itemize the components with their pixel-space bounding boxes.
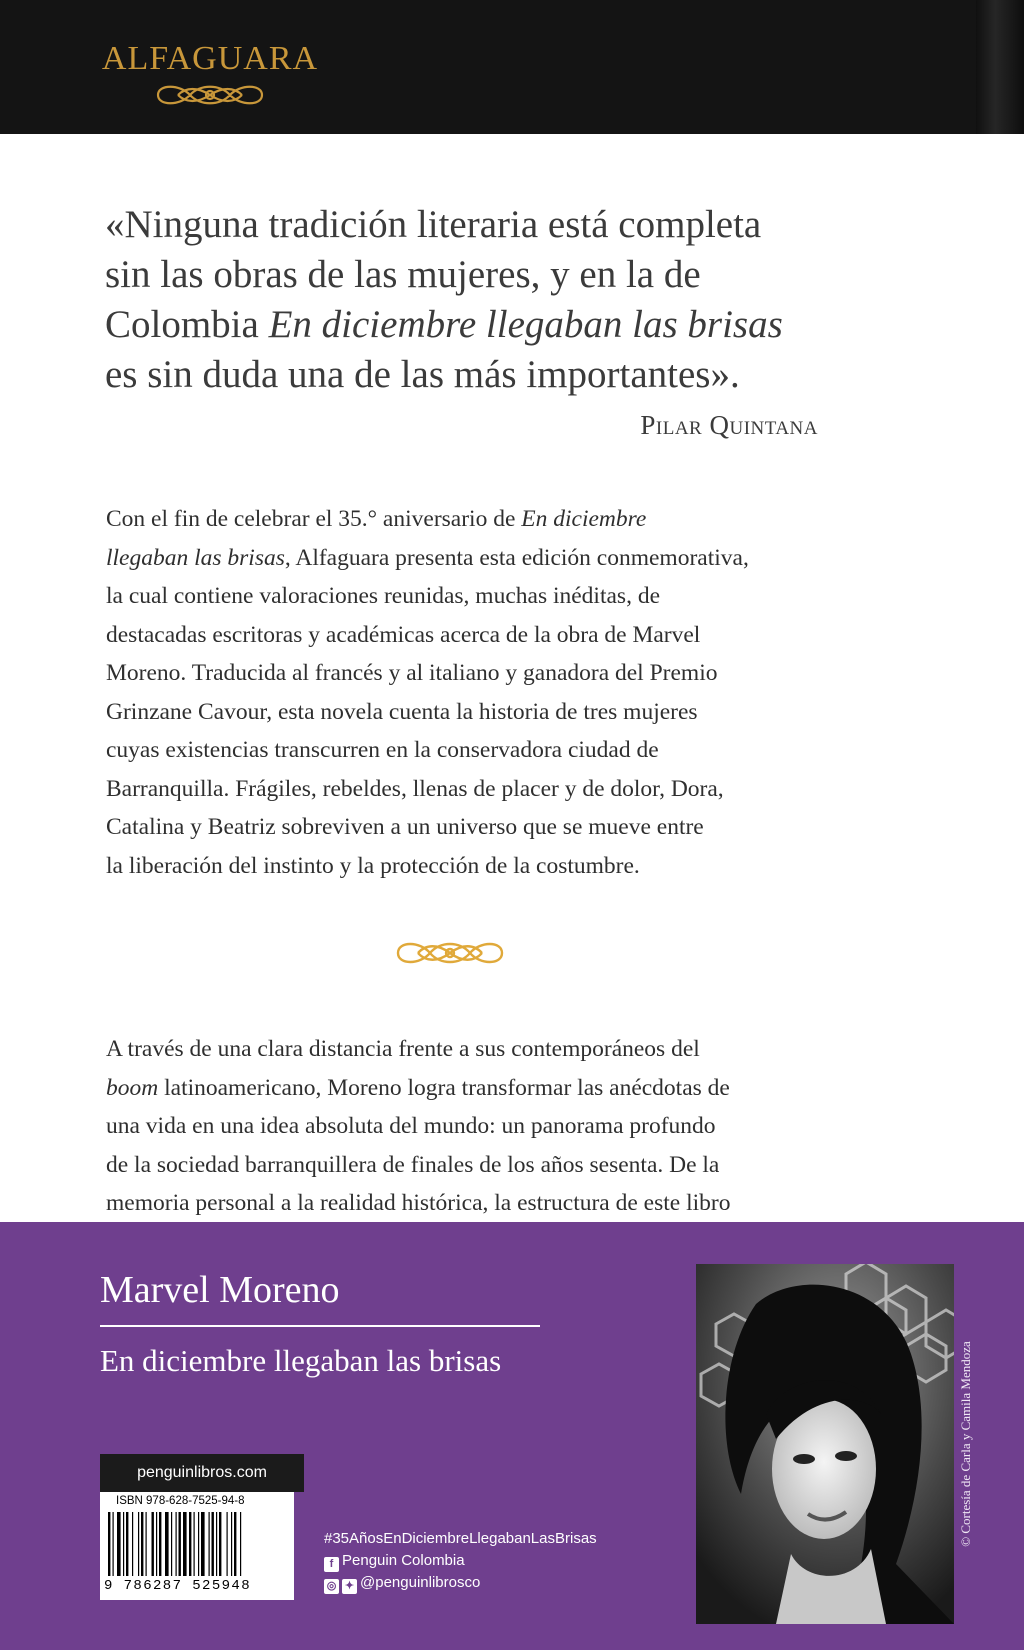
publisher-website: penguinlibros.com bbox=[100, 1454, 304, 1492]
text-line: Moreno. Traducida al francés y al italiano y ganadora del Premio bbox=[106, 660, 718, 686]
quote-line: «Ninguna tradición literaria está completa bbox=[105, 203, 762, 246]
instagram-twitter-link bbox=[324, 1572, 597, 1594]
photo-credit-text: © Cortesía de Carla y Camila Mendoza bbox=[958, 1341, 973, 1547]
barcode-bars bbox=[106, 1512, 288, 1576]
text-line bbox=[106, 539, 806, 578]
text-line: Grinzane Cavour, esta novela cuenta la historia de tres mujeres bbox=[106, 698, 698, 725]
barcode-bar bbox=[123, 1512, 124, 1576]
publisher-name: ALFAGUARA bbox=[101, 40, 319, 77]
divider-rule bbox=[100, 1325, 540, 1327]
social-links bbox=[324, 1528, 597, 1594]
barcode-bar bbox=[152, 1512, 154, 1576]
twitter-icon: ✦ bbox=[342, 1579, 357, 1594]
isbn-number: ISBN 978-628-7525-94-8 bbox=[116, 1495, 245, 1507]
barcode-bar bbox=[198, 1512, 199, 1576]
barcode-bar bbox=[179, 1512, 181, 1576]
text-span: latinoamericano, Moreno logra transformar las anécdotas de bbox=[158, 1074, 730, 1101]
quote-text: Colombia bbox=[105, 303, 269, 346]
text-line: cuyas existencias transcurren en la conservadora ciudad de bbox=[106, 737, 659, 763]
text-line: Catalina y Beatriz sobreviven a un universo que se mueve entre bbox=[106, 814, 704, 840]
isbn-barcode bbox=[100, 1492, 294, 1600]
author-portrait-image bbox=[696, 1264, 954, 1624]
barcode-bar bbox=[117, 1512, 121, 1576]
text-line bbox=[106, 1069, 806, 1108]
text-italic: En diciembre bbox=[521, 506, 647, 532]
barcode-bar bbox=[113, 1512, 114, 1576]
text-italic: llegaban las brisas bbox=[106, 544, 285, 571]
barcode-bar bbox=[231, 1512, 232, 1576]
photo-credit bbox=[954, 1264, 978, 1624]
quote-author: Pilar Quintana bbox=[640, 410, 818, 440]
barcode-bar bbox=[165, 1512, 169, 1576]
barcode-bar bbox=[108, 1512, 110, 1576]
text-line bbox=[106, 500, 806, 539]
quote-line: es sin duda una de las más importantes». bbox=[105, 353, 740, 396]
barcode-bar bbox=[212, 1512, 214, 1576]
book-title-italic: En diciembre llegaban las brisas bbox=[268, 303, 783, 346]
description-paragraph-1 bbox=[106, 500, 806, 885]
text-span: , Alfaguara presenta esta edición conmemorativa, bbox=[284, 544, 749, 571]
blurb-quote bbox=[105, 200, 825, 400]
barcode-bar bbox=[240, 1512, 241, 1576]
quote-line: sin las obras de las mujeres, y en la de bbox=[105, 253, 701, 296]
barcode-bar bbox=[146, 1512, 147, 1576]
instagram-icon: ◎ bbox=[324, 1579, 339, 1594]
barcode-bar bbox=[171, 1512, 172, 1576]
text-line: de la sociedad barranquillera de finales de los años sesenta. De la bbox=[106, 1151, 720, 1178]
barcode-bar bbox=[156, 1512, 157, 1576]
text-line: memoria personal a la realidad histórica, la estructura de este libro bbox=[106, 1190, 731, 1216]
hashtag: #35AñosEnDiciembreLlegabanLasBrisas bbox=[324, 1530, 597, 1547]
alfaguara-ornament-icon bbox=[150, 78, 270, 112]
barcode-bar bbox=[194, 1512, 195, 1576]
barcode-bar bbox=[234, 1512, 236, 1576]
text-line: Barranquilla. Frágiles, rebeldes, llenas de placer y de dolor, Dora, bbox=[106, 775, 724, 802]
facebook-link bbox=[324, 1550, 597, 1572]
barcode-bar bbox=[132, 1512, 133, 1576]
text-line: la liberación del instinto y la protección de la costumbre. bbox=[106, 852, 640, 879]
barcode-bar bbox=[159, 1512, 161, 1576]
description-paragraph-2 bbox=[106, 1030, 806, 1223]
barcode-bar bbox=[138, 1512, 139, 1576]
text-line: la cual contiene valoraciones reunidas, muchas inéditas, de bbox=[106, 583, 660, 609]
book-title: En diciembre llegaban las brisas bbox=[100, 1343, 502, 1378]
text-span: Con el fin de celebrar el 35.° aniversario de bbox=[106, 506, 522, 532]
facebook-label: Penguin Colombia bbox=[342, 1552, 465, 1569]
barcode-bar bbox=[216, 1512, 217, 1576]
divider-ornament-icon bbox=[390, 935, 510, 971]
barcode-bar bbox=[176, 1512, 177, 1576]
barcode-bar bbox=[141, 1512, 143, 1576]
text-italic: boom bbox=[106, 1074, 159, 1101]
publisher-logo bbox=[100, 40, 320, 112]
barcode-bar bbox=[189, 1512, 191, 1576]
author-photo bbox=[696, 1264, 954, 1624]
text-line: destacadas escritoras y académicas acerca de la obra de Marvel bbox=[106, 621, 701, 648]
barcode-bar bbox=[183, 1512, 187, 1576]
barcode-digits: 9 786287 525948 bbox=[104, 1578, 252, 1594]
barcode-bar bbox=[201, 1512, 205, 1576]
social-handle: @penguinlibrosco bbox=[360, 1574, 481, 1591]
quote-line bbox=[105, 300, 825, 350]
facebook-icon: f bbox=[324, 1557, 339, 1572]
text-line: A través de una clara distancia frente a sus contemporáneos del bbox=[106, 1036, 700, 1062]
author-name: Marvel Moreno bbox=[100, 1269, 340, 1311]
barcode-bar bbox=[227, 1512, 228, 1576]
barcode-bar bbox=[219, 1512, 221, 1576]
barcode-bar bbox=[209, 1512, 210, 1576]
barcode-bar bbox=[126, 1512, 128, 1576]
text-line: una vida en una idea absoluta del mundo: un panorama profundo bbox=[106, 1113, 716, 1139]
